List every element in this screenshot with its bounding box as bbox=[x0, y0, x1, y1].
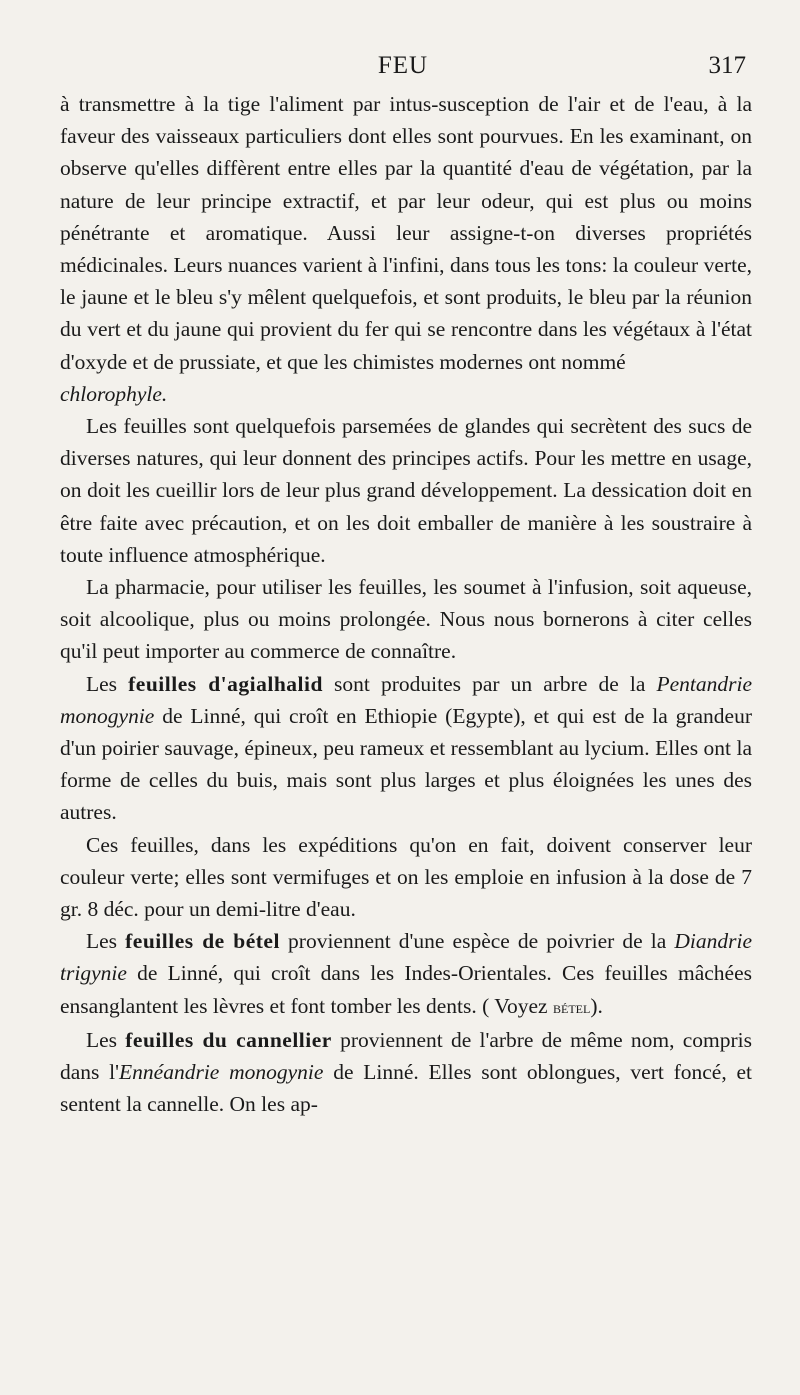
paragraph-6-post1: de Linné, qui croît dans les Indes-Orientales. Ces feuilles mâchées ensanglantent les lèvres et font tomber les dents. ( Voyez bbox=[60, 961, 752, 1018]
cross-reference-betel: bétel bbox=[552, 997, 591, 1017]
term-cannellier: feuilles du cannellier bbox=[125, 1027, 332, 1052]
paragraph-7-italic: Ennéandrie monogynie bbox=[119, 1060, 324, 1085]
paragraph-6-post2: ). bbox=[590, 993, 603, 1018]
term-agialhalid: feuilles d'agialhalid bbox=[128, 671, 323, 696]
paragraph-2: Les feuilles sont quelquefois parsemées de glandes qui secrètent des sucs de diverses natures, qui leur donnent des principes actifs. Pour les mettre en usage, on doit les cueillir lors de leur plus grand développement. La dessication doit en être faite avec précaution, et on les doit emballer de manière à les soustraire à toute influence atmosphérique. bbox=[60, 414, 752, 567]
paragraph-4-post: de Linné, qui croît en Ethiopie (Egypte), et qui est de la grandeur d'un poirier sauvage, épineux, peu rameux et ressemblant au lycium. Elles ont la forme de celles du buis, mais sont plus larges et plus éloignées les unes des autres. bbox=[60, 703, 752, 825]
paragraph-6 bbox=[60, 925, 752, 1024]
paragraph-4-pre: Les bbox=[86, 671, 129, 696]
paragraph-1-italic: chlorophyle. bbox=[60, 381, 168, 406]
paragraph-7 bbox=[60, 1024, 752, 1121]
paragraph-4-italic: Pentandrie monogynie bbox=[60, 671, 753, 728]
paragraph-4 bbox=[60, 668, 752, 829]
paragraph-6-italic: Diandrie trigynie bbox=[60, 929, 753, 986]
page-number: 317 bbox=[708, 52, 746, 79]
paragraph-7-mid: proviennent de l'arbre de même nom, compris dans l' bbox=[60, 1027, 753, 1085]
paragraph-6-pre: Les bbox=[86, 929, 126, 954]
paragraph-7-pre: Les bbox=[86, 1027, 126, 1052]
page-header bbox=[60, 52, 746, 86]
paragraph-1-text: à transmettre à la tige l'aliment par intus-susception de l'air et de l'eau, à la faveur des vaisseaux particuliers dont elles sont pourvues. En les examinant, on observe qu'elles diffèrent entre elles par la quantité d'eau de végétation, par la nature de leur principe extractif, et par leur odeur, qui est plus ou moins pénétrante et aromatique. Aussi leur assigne-t-on diverses propriétés médicinales. Leurs nuances varient à l'infini, dans tous les tons: la couleur verte, le jaune et le bleu s'y mêlent quelquefois, et sont produits, le bleu par la réunion du vert et du jaune qui provient du fer qui se rencontre dans les végétaux à l'état d'oxyde et de prussiate, et que les chimistes modernes ont nommé bbox=[60, 92, 752, 374]
body-text bbox=[60, 88, 752, 1121]
paragraph-6-mid: proviennent d'une espèce de poivrier de la bbox=[279, 929, 675, 954]
term-betel: feuilles de bétel bbox=[125, 929, 280, 954]
paragraph-1 bbox=[60, 88, 752, 410]
paragraph-7-post: de Linné. Elles sont oblongues, vert foncé, et sentent la cannelle. On les ap- bbox=[60, 1060, 752, 1117]
paragraph-3: La pharmacie, pour utiliser les feuilles, les soumet à l'infusion, soit aqueuse, soit alcoolique, plus ou moins prolongée. Nous nous bornerons à citer celles qu'il peut importer au commerce de connaître. bbox=[60, 575, 752, 664]
paragraph-4-mid: sont produites par un arbre de la bbox=[322, 671, 657, 696]
paragraph-5: Ces feuilles, dans les expéditions qu'on en fait, doivent conserver leur couleur verte; elles sont vermifuges et on les emploie en infusion à la dose de 7 gr. 8 déc. pour un demi-litre d'eau. bbox=[60, 832, 752, 922]
running-title: FEU bbox=[377, 52, 429, 79]
